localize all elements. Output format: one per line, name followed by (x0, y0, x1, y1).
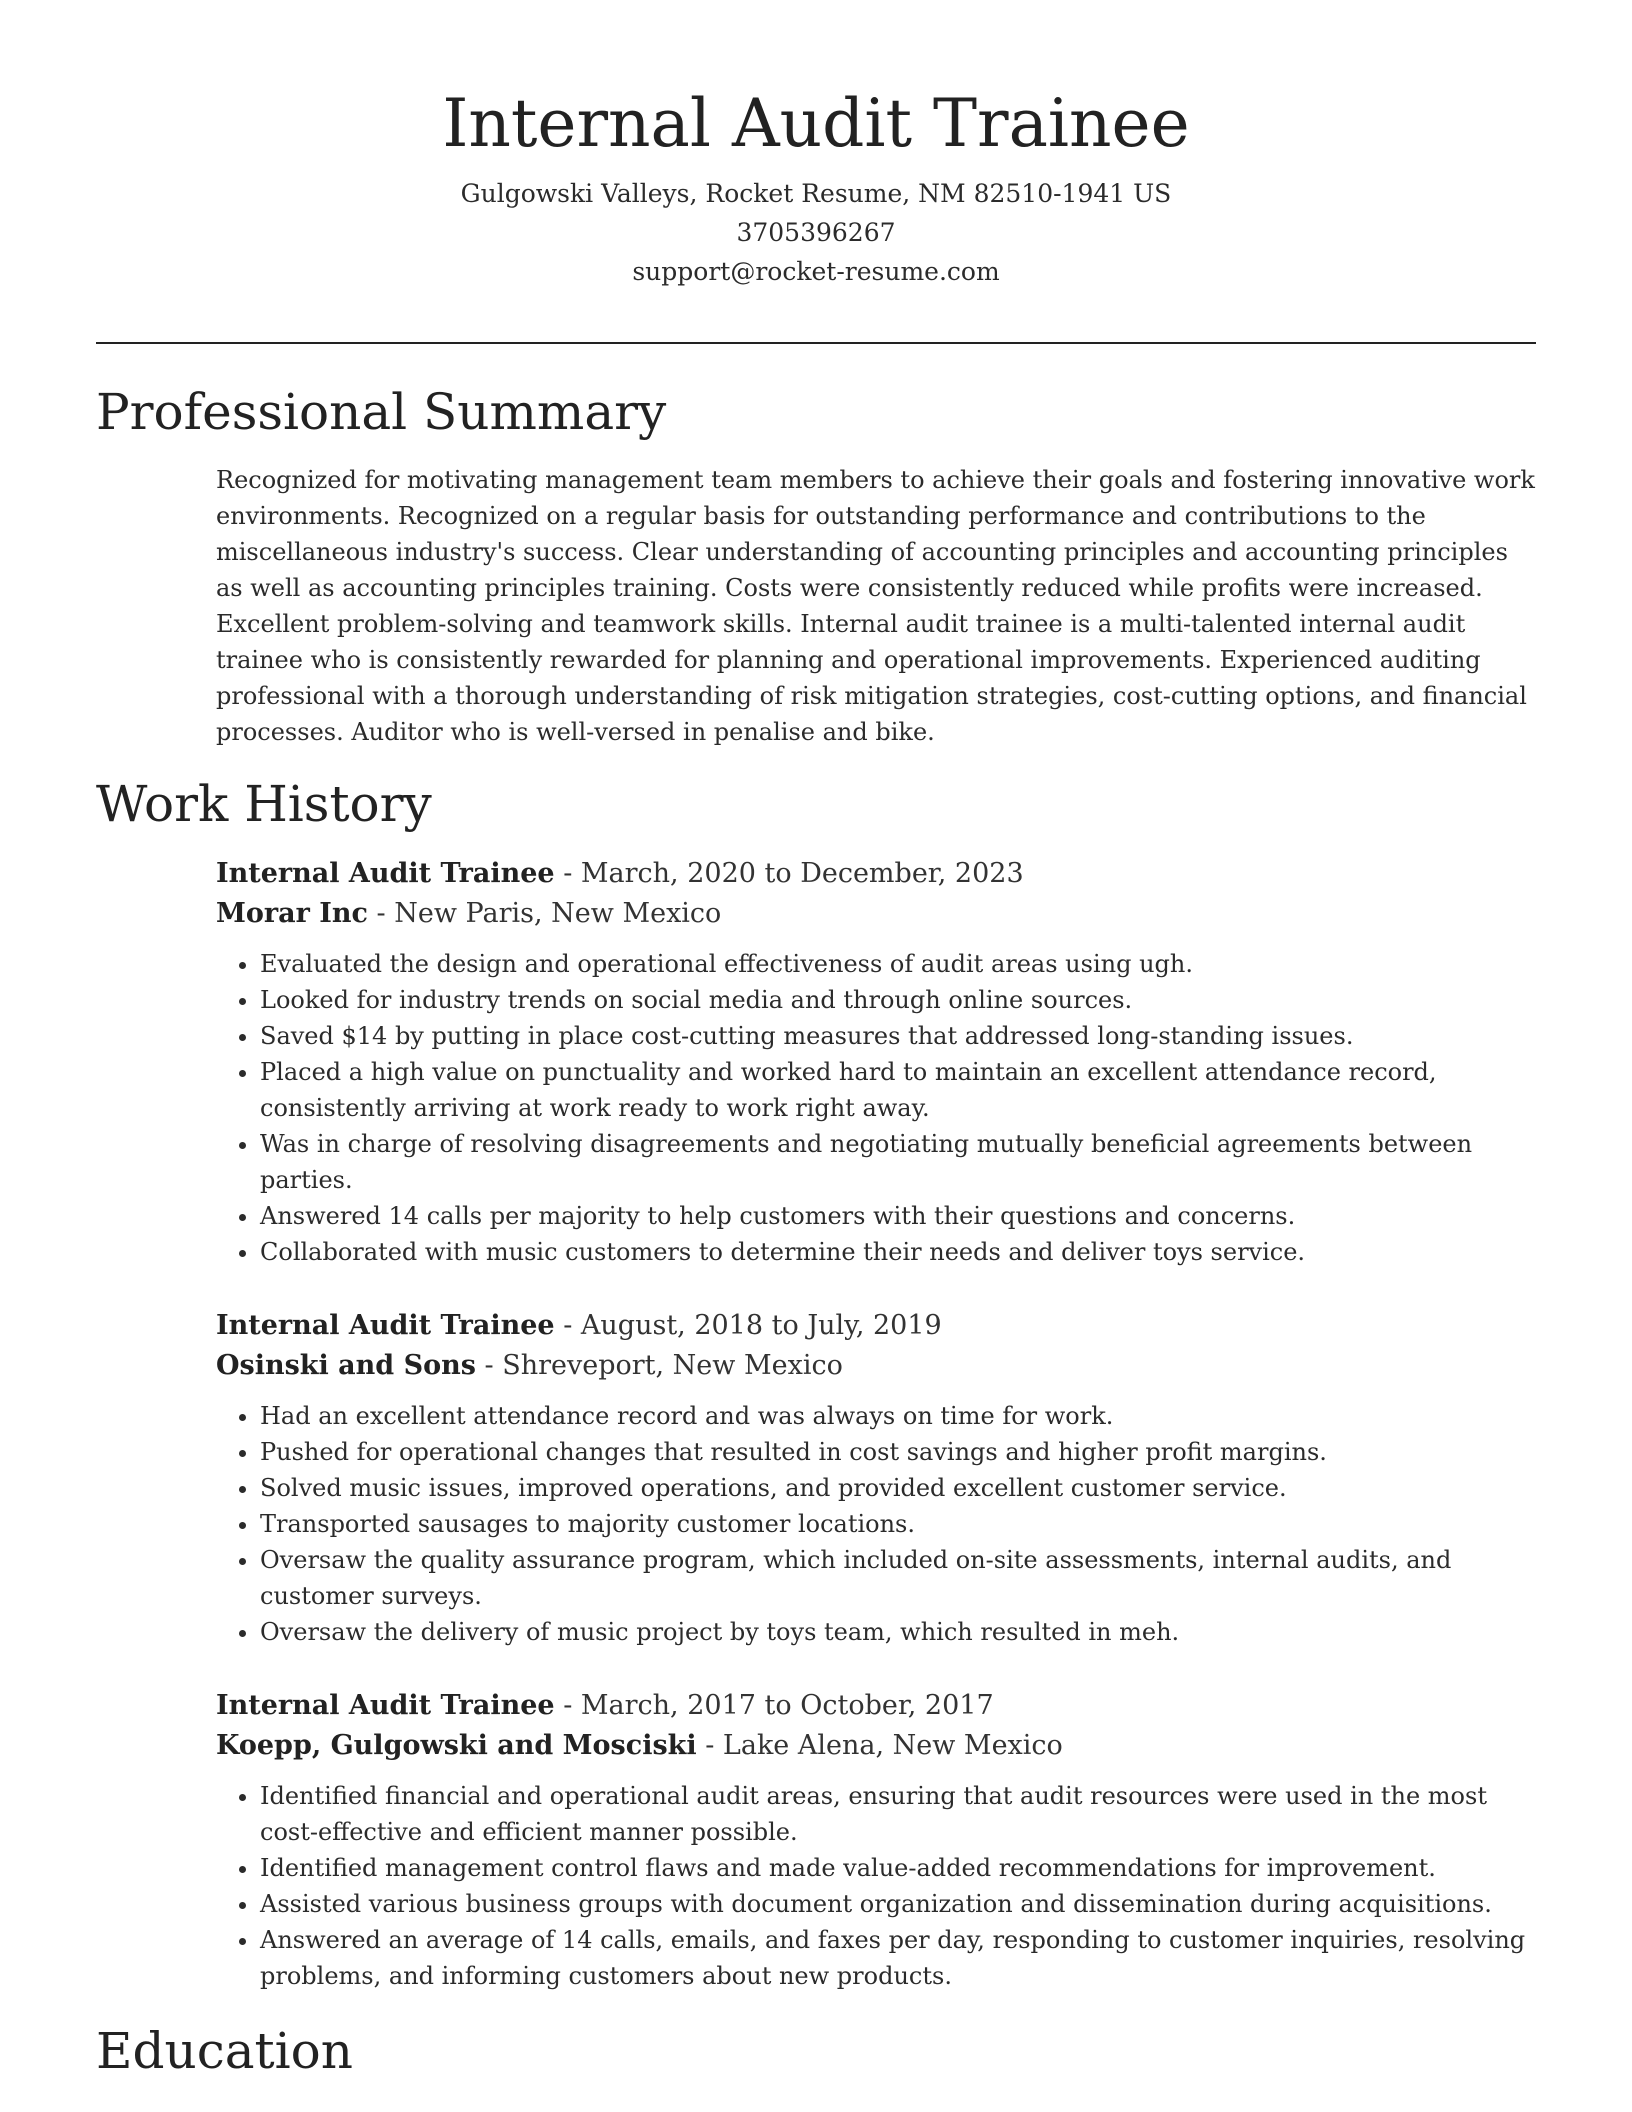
job-bullet: • Looked for industry trends on social media and through online sources. (260, 982, 1536, 1018)
job-bullet: • Identified management control flaws and made value-added recommendations for improvement. (260, 1850, 1536, 1886)
job-bullet: • Was in charge of resolving disagreements and negotiating mutually beneficial agreements between parties. (260, 1126, 1536, 1198)
job-bullet: • Answered 14 calls per majority to help customers with their questions and concerns. (260, 1198, 1536, 1234)
section-title-summary: Professional Summary (96, 383, 667, 441)
job-bullet: • Oversaw the quality assurance program, which included on-site assessments, internal audits, and customer surveys. (260, 1542, 1536, 1614)
job-location: - Shreveport, New Mexico (475, 1350, 843, 1381)
job-bullet: • Assisted various business groups with document organization and dissemination during acquisitions. (260, 1886, 1536, 1922)
job-bullet: • Evaluated the design and operational effectiveness of audit areas using ugh. (260, 946, 1536, 982)
job-bullet: • Answered an average of 14 calls, emails, and faxes per day, responding to customer inquiries, resolving problems, and informing customers about new products. (260, 1922, 1536, 1994)
resume-header (96, 82, 1536, 291)
summary-text: Recognized for motivating management team members to achieve their goals and fostering innovative work environments. Recognized on a regular basis for outstanding performance and contributions to the miscellaneous industry's success. Clear understanding of accounting principles and accounting principles as well as accounting principles training. Costs were consistently reduced while profits were increased. Excellent problem-solving and teamwork skills. Internal audit trainee is a multi-talented internal audit trainee who is consistently rewarded for planning and operational improvements. Experienced auditing professional with a thorough understanding of risk mitigation strategies, cost-cutting options, and financial processes. Auditor who is well-versed in penalise and bike. (216, 466, 1535, 746)
job-bullet: • Had an excellent attendance record and was always on time for work. (260, 1398, 1536, 1434)
job-bullet-list (216, 946, 1536, 1270)
job-bullet: • Oversaw the delivery of music project by toys team, which resulted in meh. (260, 1614, 1536, 1650)
job-title: Internal Audit Trainee (216, 1690, 555, 1721)
job-bullet: • Pushed for operational changes that resulted in cost savings and higher profit margins. (260, 1434, 1536, 1470)
contact-phone: 3705396267 (736, 218, 896, 247)
job-company-line (216, 1726, 1536, 1766)
section-title-work-history: Work History (96, 775, 432, 833)
job-company: Morar Inc (216, 898, 368, 929)
contact-address: Gulgowski Valleys, Rocket Resume, NM 82510-1941 US (460, 179, 1172, 208)
job-location: - New Paris, New Mexico (367, 898, 722, 929)
job-title-line (216, 1306, 1536, 1346)
job-bullet: • Saved $14 by putting in place cost-cutting measures that addressed long-standing issues. (260, 1018, 1536, 1054)
job-title-line (216, 854, 1536, 894)
header-divider (96, 342, 1536, 344)
job-location: - Lake Alena, New Mexico (696, 1730, 1063, 1761)
job-bullet: • Identified financial and operational audit areas, ensuring that audit resources were used in the most cost-effective and efficient manner possible. (260, 1778, 1536, 1850)
job-bullet-list (216, 1398, 1536, 1650)
job-entry (216, 854, 1536, 1270)
candidate-name: Internal Audit Trainee (442, 85, 1190, 162)
job-entry (216, 1686, 1536, 1994)
job-title-line (216, 1686, 1536, 1726)
job-entry (216, 1306, 1536, 1650)
job-bullet: • Transported sausages to majority customer locations. (260, 1506, 1536, 1542)
section-title-education: Education (96, 2022, 353, 2080)
job-bullet: • Collaborated with music customers to determine their needs and deliver toys service. (260, 1234, 1536, 1270)
job-bullet: • Placed a high value on punctuality and worked hard to maintain an excellent attendance record, consistently arriving at work ready to work right away. (260, 1054, 1536, 1126)
job-dates: - August, 2018 to July, 2019 (554, 1310, 942, 1341)
job-bullet-list (216, 1778, 1536, 1994)
job-title: Internal Audit Trainee (216, 858, 555, 889)
contact-email: support@rocket-resume.com (632, 257, 1000, 286)
job-company-line (216, 894, 1536, 934)
job-company: Osinski and Sons (216, 1350, 476, 1381)
job-title: Internal Audit Trainee (216, 1310, 555, 1341)
job-company-line (216, 1346, 1536, 1386)
job-dates: - March, 2020 to December, 2023 (554, 858, 1024, 889)
job-bullet: • Solved music issues, improved operations, and provided excellent customer service. (260, 1470, 1536, 1506)
job-dates: - March, 2017 to October, 2017 (554, 1690, 994, 1721)
job-company: Koepp, Gulgowski and Mosciski (216, 1730, 697, 1761)
